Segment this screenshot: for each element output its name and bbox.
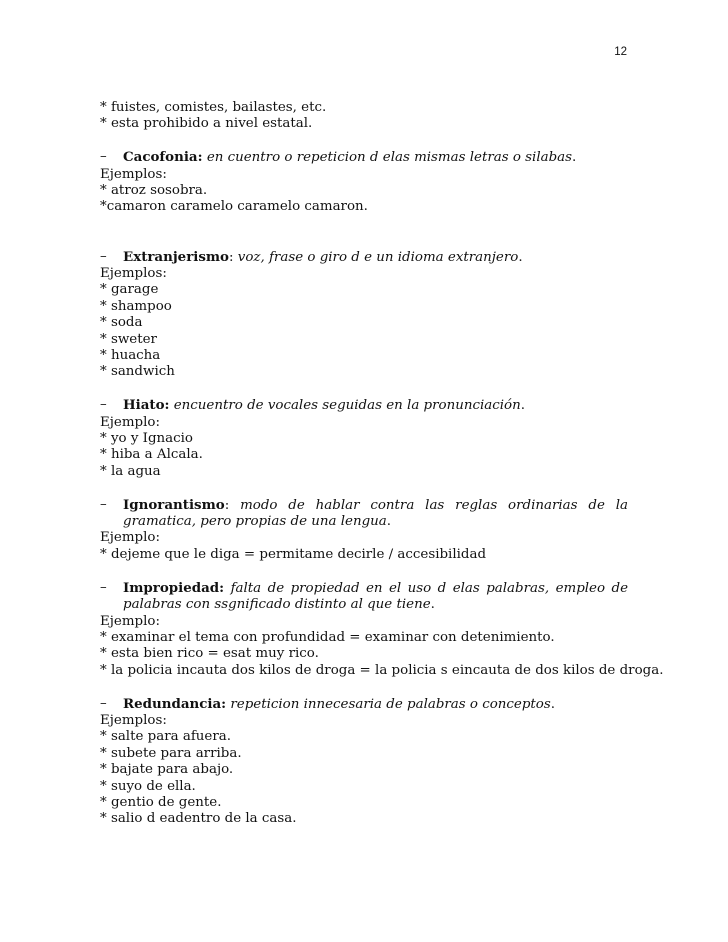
examples-heading: Ejemplos:	[100, 266, 167, 282]
example-item: * yo y Ignacio	[100, 431, 193, 447]
dash-bullet: –	[100, 149, 107, 165]
definition: en cuentro o repeticion d elas mismas letras o silabas	[206, 150, 573, 166]
intro-line: * fuistes, comistes, bailastes, etc.	[100, 100, 327, 115]
example-item: * bajate para abajo.	[100, 762, 234, 778]
term: Impropiedad:	[123, 579, 225, 596]
section-cacofonia	[100, 149, 628, 216]
example-item: * sweter	[100, 331, 157, 347]
example-item: * soda	[100, 315, 143, 331]
definition: falta de propiedad en el uso d elas palabras, empleo de palabras con ssgnificado distinto al que tiene	[123, 580, 628, 613]
examples-heading: Ejemplo:	[100, 414, 160, 430]
examples-heading: Ejemplos:	[100, 712, 167, 728]
dash-bullet: –	[100, 248, 107, 264]
dash-bullet: –	[100, 397, 107, 413]
examples-heading: Ejemplo:	[100, 530, 160, 546]
entry-redundancia: – Redundancia: repeticion innecesaria de palabras o conceptos.	[100, 695, 555, 712]
entry-impropiedad: – Impropiedad: falta de propiedad en el uso d elas palabras, empleo de palabras con ssgnificado distinto al que tiene.	[100, 579, 628, 613]
example-item: * salio d eadentro de la casa.	[100, 811, 297, 827]
example-item: * huacha	[100, 348, 161, 364]
term: Extranjerismo	[123, 248, 229, 265]
term: Hiato:	[123, 397, 170, 414]
dash-bullet: –	[100, 496, 107, 512]
entry-hiato: – Hiato: encuentro de vocales seguidas en la pronunciación.	[100, 397, 525, 414]
example-item: * suyo de ella.	[100, 778, 196, 794]
example-item: * garage	[100, 282, 159, 298]
example-item: * sandwich	[100, 364, 175, 380]
section-ignorantismo	[100, 497, 628, 564]
definition: modo de hablar contra las reglas ordinarias de la gramatica, pero propias de una lengua	[123, 497, 628, 530]
dash-bullet: –	[100, 579, 107, 595]
section-redundancia	[100, 696, 628, 828]
section-extranjerismo	[100, 249, 628, 381]
example-item: *camaron caramelo caramelo camaron.	[100, 199, 368, 215]
entry-ignorantismo: – Ignorantismo: modo de hablar contra las reglas ordinarias de la gramatica, pero propias de una lengua.	[100, 496, 628, 530]
example-item: * salte para afuera.	[100, 729, 231, 745]
definition: encuentro de vocales seguidas en la pronunciación	[173, 398, 521, 414]
section-hiato	[100, 397, 628, 480]
example-item: * esta bien rico = esat muy rico.	[100, 646, 319, 662]
example-item: * examinar el tema con profundidad = examinar con detenimiento.	[100, 629, 555, 645]
examples-heading: Ejemplos:	[100, 166, 167, 182]
entry-extranjerismo: – Extranjerismo: voz, frase o giro d e un idioma extranjero.	[100, 248, 523, 265]
term: Ignorantismo	[123, 496, 225, 513]
example-item: * atroz sosobra.	[100, 183, 208, 199]
example-item: * la agua	[100, 463, 161, 479]
page-content	[100, 100, 664, 828]
example-item: * subete para arriba.	[100, 745, 242, 761]
term: Redundancia:	[123, 695, 227, 712]
example-item: * shampoo	[100, 298, 172, 314]
dash-bullet: –	[100, 695, 107, 711]
intro-line: * esta prohibido a nivel estatal.	[100, 116, 313, 132]
term: Cacofonia:	[123, 149, 203, 166]
definition: repeticion innecesaria de palabras o conceptos	[230, 696, 551, 712]
page-number: 12	[614, 46, 627, 58]
example-item: * hiba a Alcala.	[100, 447, 203, 463]
entry-cacofonia: – Cacofonia: en cuentro o repeticion d elas mismas letras o silabas.	[100, 149, 577, 166]
example-item: * gentio de gente.	[100, 794, 222, 810]
example-item: * dejeme que le diga = permitame decirle / accesibilidad	[100, 546, 487, 562]
examples-heading: Ejemplo:	[100, 613, 160, 629]
example-item: * la policia incauta dos kilos de droga = la policia s eincauta de dos kilos de droga.	[100, 662, 664, 678]
section-impropiedad	[100, 579, 664, 679]
definition: voz, frase o giro d e un idioma extranjero	[237, 249, 519, 265]
